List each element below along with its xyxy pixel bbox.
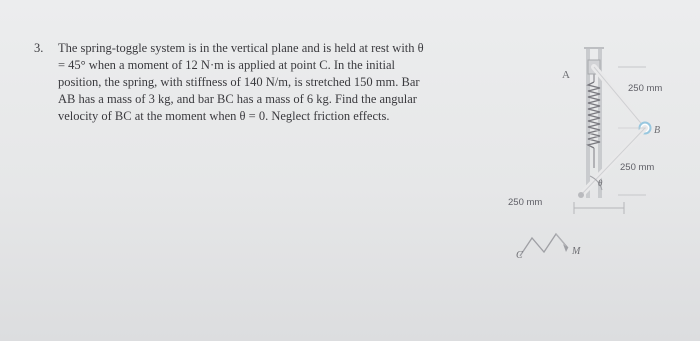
label-b: B [654,125,661,136]
problem-number: 3. [34,41,44,55]
label-a: A [562,69,570,81]
problem-line-4: AB has a mass of 3 kg, and bar BC has a mass of 6 kg. Find the angular [58,92,417,106]
problem-line-1: The spring-toggle system is in the vertical plane and is held at rest with θ [58,41,424,55]
label-theta: θ [598,178,603,188]
label-c: C [516,250,523,261]
problem-line-2: = 45° when a moment of 12 N·m is applied at point C. In the initial [58,58,395,72]
horizontal-dimension [574,202,624,214]
problem-line-5: velocity of BC at the moment when θ = 0. Neglect friction effects. [58,109,390,123]
dimension-bc-label: 250 mm [620,162,655,173]
dimension-ab-label: 250 mm [628,83,663,94]
moment-arrow [520,234,568,256]
dimension-horizontal-label: 250 mm [508,197,543,208]
problem-line-3: position, the spring, with stiffness of 140 N/m, is stretched 150 mm. Bar [58,75,420,89]
label-m: M [572,246,581,257]
pin-c [578,192,584,198]
